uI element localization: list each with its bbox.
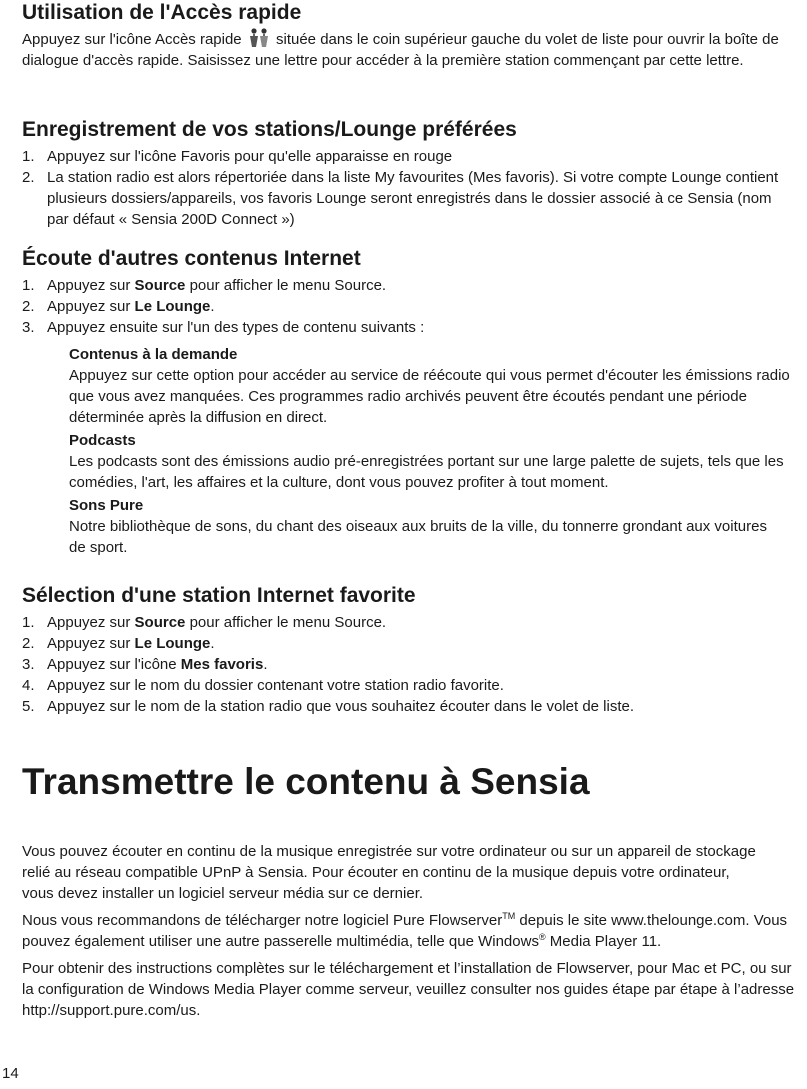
list-item: 2. La station radio est alors répertoriée dans la liste My favourites (Mes favoris). Si votre compte Lounge contient plusieurs dossiers/appareils, vos favoris Lounge seront enregistrés dans le dossier associé à ce Sensia (nom par défaut « Sensia 200D Connect »)	[22, 169, 779, 228]
page-number: 14	[2, 1065, 19, 1082]
select-favorite-list	[22, 612, 792, 717]
list-item: 1. Appuyez sur Source pour afficher le menu Source.	[22, 614, 387, 631]
content-type-title: Podcasts	[69, 432, 136, 449]
list-item: 2. Appuyez sur Le Lounge.	[22, 635, 215, 652]
list-item: 3. Appuyez ensuite sur l'un des types de contenu suivants :	[22, 319, 425, 336]
list-item: 3. Appuyez sur l'icône Mes favoris.	[22, 656, 268, 673]
list-item: 1. Appuyez sur l'icône Favoris pour qu'elle apparaisse en rouge	[22, 148, 453, 165]
content-type-on-demand	[69, 344, 807, 428]
heading-other-content: Écoute d'autres contenus Internet	[22, 247, 361, 270]
favorites-list	[22, 146, 792, 230]
streaming-paragraph-2: Nous vous recommandons de télécharger notre logiciel Pure Flowserver™ depuis le site www.thelounge.com. Vous pouvez également utiliser une autre passerelle multimédia, telle que Windows® Media Player 11.	[22, 911, 788, 950]
quick-access-text-b: située dans le coin supérieur gauche du volet de liste pour ouvrir la boîte de dialogue d'accès rapide. Saisissez une lettre pour accéder à la première station commençant par cette lettre.	[22, 31, 779, 69]
content-type-pure-sounds	[69, 495, 769, 558]
streaming-paragraph-1: Vous pouvez écouter en continu de la musique enregistrée sur votre ordinateur ou sur un appareil de stockage relié au réseau compatible UPnP à Sensia. Pour écouter en continu de la musique depuis votre ordinateur, vous devez installer un logiciel serveur média sur ce dernier.	[22, 843, 756, 902]
heading-streaming: Transmettre le contenu à Sensia	[22, 761, 590, 802]
content-type-podcasts	[69, 430, 807, 493]
content-type-text: Appuyez sur cette option pour accéder au service de réécoute qui vous permet d'écouter les émissions radio que vous avez manquées. Ces programmes radio archivés peuvent être écoutés pendant une période déterminée après la diffusion en direct.	[69, 367, 790, 426]
heading-quick-access: Utilisation de l'Accès rapide	[22, 1, 302, 24]
content-type-text: Les podcasts sont des émissions audio pré-enregistrées portant sur une large palette de sujets, tels que les comédies, l'art, les affaires et la culture, dont vous pouvez profiter à tout moment.	[69, 453, 784, 491]
list-item: 5. Appuyez sur le nom de la station radio que vous souhaitez écouter dans le volet de liste.	[22, 698, 635, 715]
other-content-list	[22, 275, 792, 338]
content-type-text: Notre bibliothèque de sons, du chant des oiseaux aux bruits de la ville, du tonnerre grondant aux voitures de sport.	[69, 518, 767, 556]
quick-access-text	[22, 27, 792, 71]
quick-access-icon	[248, 27, 270, 49]
list-item: 2. Appuyez sur Le Lounge.	[22, 298, 215, 315]
content-type-title: Contenus à la demande	[69, 346, 238, 363]
quick-access-text-a: Appuyez sur l'icône Accès rapide	[22, 31, 242, 48]
streaming-paragraph-3: Pour obtenir des instructions complètes sur le téléchargement et l’installation de Flowserver, pour Mac et PC, ou sur la configuration de Windows Media Player comme serveur, veuillez consulter nos guides étape par étape à l’adresse http://support.pure.com/us.	[22, 960, 795, 1019]
heading-select-favorite: Sélection d'une station Internet favorite	[22, 584, 416, 607]
list-item: 4. Appuyez sur le nom du dossier contenant votre station radio favorite.	[22, 677, 504, 694]
list-item: 1. Appuyez sur Source pour afficher le menu Source.	[22, 277, 387, 294]
heading-favorites: Enregistrement de vos stations/Lounge préférées	[22, 118, 517, 141]
content-type-title: Sons Pure	[69, 497, 144, 514]
